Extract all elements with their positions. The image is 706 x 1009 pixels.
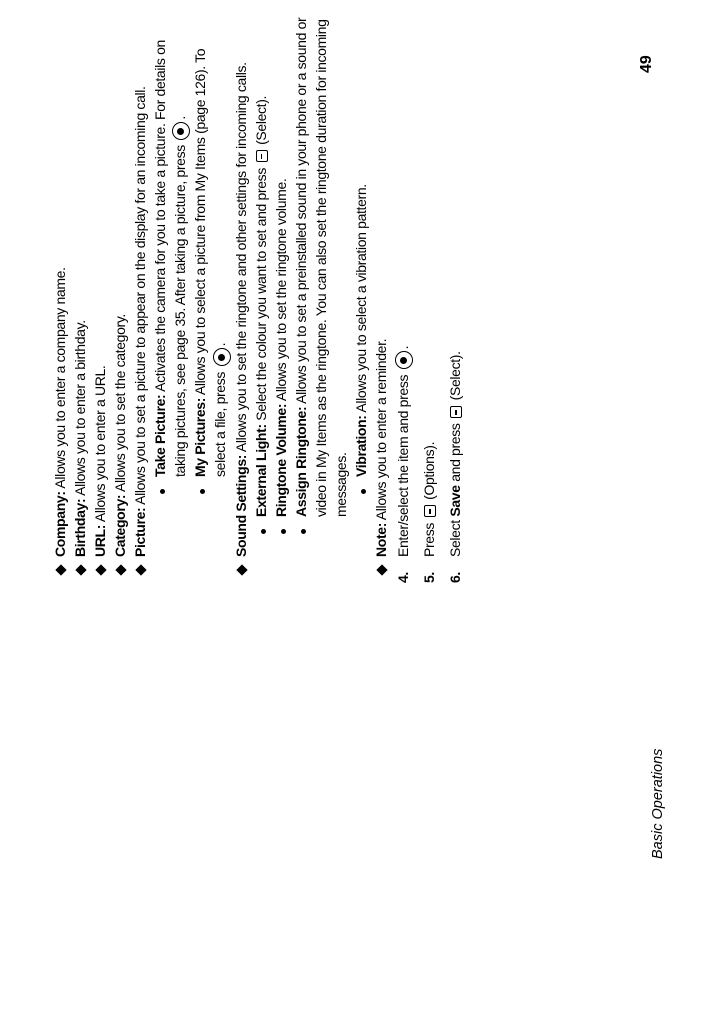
step-number: 5. [420,572,437,583]
sub-item-ringtone-volume [271,17,291,557]
dot-bullet-icon [190,483,210,501]
page-content [50,17,465,583]
diamond-bullet-icon [371,561,391,579]
step-text: Enter/select the item and press [394,374,411,557]
step-text-mid: and press [446,423,463,482]
center-key-icon [172,122,190,140]
item-text: Allows you to set the category. [112,314,128,493]
item-label: Category: [112,494,128,557]
item-label: My Pictures: [192,397,209,477]
center-key-icon [213,348,231,366]
step-text-end: (Options). [420,441,437,500]
diamond-bullet-icon [130,561,150,579]
dot-bullet-icon [150,483,170,501]
item-label: Ringtone Volume: [272,403,289,517]
center-key-icon [395,351,413,369]
page-number: 49 [638,55,655,73]
sub-item-take-picture [150,17,190,557]
list-item-note [371,17,391,557]
item-text-end: . [212,342,229,347]
step-text: Select [446,520,463,557]
step-5 [419,17,439,583]
item-text: Allows you to select a vibration pattern. [352,184,369,413]
item-text: Select the colour you want to set and press [252,168,269,421]
item-text: Activates the camera for you to take a picture. For details on taking pictures, see page 35. After taking a picture, press [152,40,188,477]
diamond-bullet-icon [70,561,90,579]
step-4 [393,17,413,583]
soft-key-icon [424,505,436,517]
step-6 [445,17,465,583]
dot-bullet-icon [291,523,311,541]
sub-item-assign-ringtone [291,17,351,557]
item-text: Allows you to select a picture from My Items (page 126). To select a file, press [192,48,229,477]
item-label: Note: [372,522,389,557]
item-text: Allows you to enter a birthday. [72,320,88,496]
step-bold: Save [446,485,463,517]
list-item-picture [130,17,150,557]
list-item-birthday [70,17,90,557]
item-label: Birthday: [72,498,88,557]
sub-item-vibration [351,17,371,557]
item-label: Company: [52,491,68,557]
list-item-category [110,17,130,557]
step-number: 4. [394,572,411,583]
step-text: Press [420,522,437,557]
item-label: Take Picture: [152,394,168,477]
item-text: Allows you to set a preinstalled sound in your phone or a sound or video in My Items as the ringtone. You can also set the ringtone duration for incoming messages. [292,17,349,517]
item-text-end: . [172,116,188,120]
item-text: Allows you to set a picture to appear on the display for an incoming call. [132,86,148,505]
section-name: Basic Operations [650,748,666,859]
dot-bullet-icon [351,483,371,501]
dot-bullet-icon [251,523,271,541]
soft-key-icon [256,150,268,162]
item-label: Assign Ringtone: [292,406,309,517]
item-text: Allows you to enter a URL. [92,365,108,523]
sub-item-my-pictures [190,17,230,557]
item-label: URL: [92,524,108,557]
diamond-bullet-icon [90,561,110,579]
sub-item-external-light [251,17,271,557]
item-label: Sound Settings: [232,454,249,557]
dot-bullet-icon [271,523,291,541]
diamond-bullet-icon [50,561,70,579]
item-text-end: (Select). [252,95,269,145]
step-text-end: (Select). [446,351,463,401]
step-text-end: . [394,345,411,350]
step-number: 6. [446,572,463,583]
item-label: Vibration: [352,415,369,477]
list-item-url [90,17,110,557]
item-label: External Light: [252,424,269,517]
soft-key-icon [450,406,462,418]
item-text: Allows you to set the ringtone and other settings for incoming calls. [232,62,249,453]
list-item-sound-settings [231,17,251,557]
item-text: Allows you to enter a reminder. [372,338,389,521]
diamond-bullet-icon [110,561,130,579]
diamond-bullet-icon [231,561,251,579]
item-text: Allows you to set the ringtone volume. [272,178,289,402]
list-item-company [50,17,70,557]
item-label: Picture: [132,507,148,557]
item-text: Allows you to enter a company name. [52,267,68,489]
